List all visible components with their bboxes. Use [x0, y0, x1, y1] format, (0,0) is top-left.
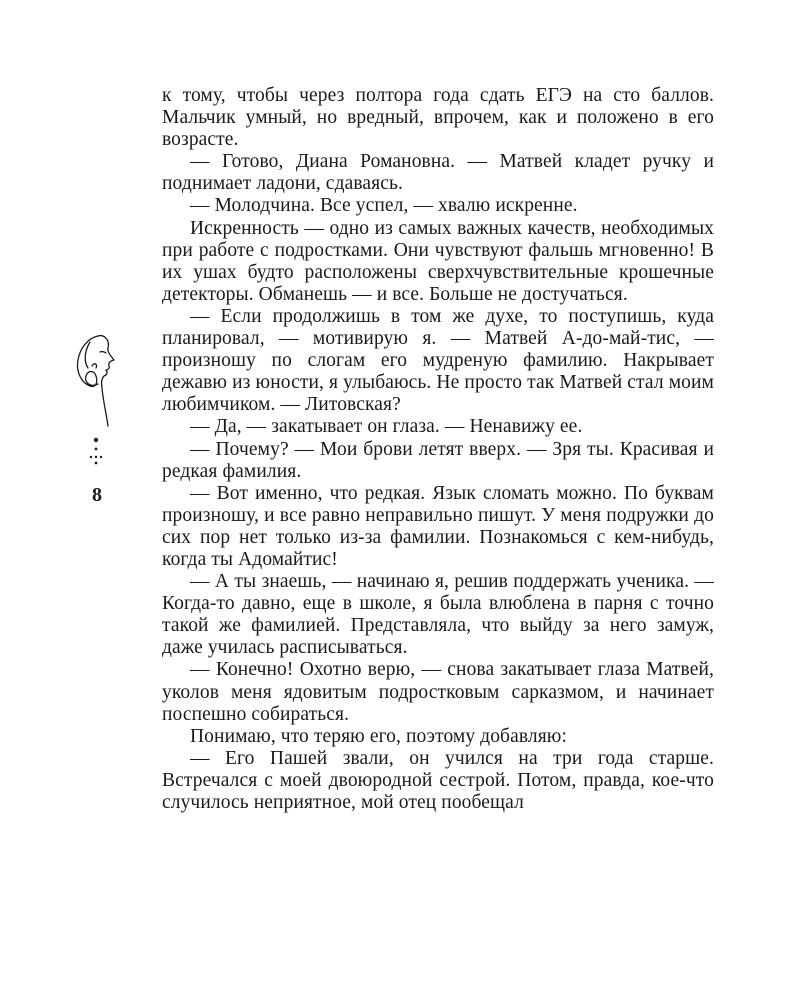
paragraph: Понимаю, что теряю его, поэтому добавляю: [190, 725, 567, 747]
paragraph: Искренность — одно из самых важных качеств, необходимых при работе с подростками. Они чувствуют фальшь мгновенно! В их ушах будто расположены сверхчувствительные крошечные детекторы. Обманешь — и все. Больше не достучаться. [162, 217, 714, 305]
dots-ornament [89, 436, 103, 466]
female-profile-line-art-icon [68, 330, 128, 430]
paragraph: — Если продолжишь в том же духе, то поступишь, куда планировал, — мотивирую я. — Матвей А-до-май-тис, — произношу по слогам его мудреную фамилию. Накрывает дежавю из юности, я улыбаюсь. Не просто так Матвей стал моим любимчиком. — Литовская? [162, 305, 714, 416]
body-text [162, 85, 714, 814]
page-number: 8 [92, 484, 102, 506]
paragraph: — Вот именно, что редкая. Язык сломать можно. По буквам произношу, и все равно неправильно пишут. У меня подружки до сих пор нет только из-за фамилии. Познакомься с кем-нибудь, когда ты Адомайтис! [162, 482, 714, 570]
paragraph: — Почему? — Мои брови летят вверх. — Зря ты. Красивая и редкая фамилия. [162, 438, 714, 482]
paragraph: — Его Пашей звали, он учился на три года старше. Встречался с моей двоюродной сестрой. Потом, правда, кое-что случилось неприятное, мой отец пообещал [162, 747, 714, 813]
paragraph: — Готово, Диана Романовна. — Матвей кладет ручку и поднимает ладони, сдаваясь. [162, 151, 714, 195]
paragraph: — Конечно! Охотно верю, — снова закатывает глаза Матвей, уколов меня ядовитым подростковым сарказмом, и начинает поспешно собираться. [162, 659, 714, 725]
paragraph: — Молодчина. Все успел, — хвалю искренне. [190, 195, 578, 217]
paragraph: к тому, чтобы через полтора года сдать ЕГЭ на сто баллов. Мальчик умный, но вредный, впрочем, как и положено в его возрасте. [162, 85, 714, 151]
paragraph: — А ты знаешь, — начинаю я, решив поддержать ученика. — Когда-то давно, еще в школе, я была влюблена в парня с точно такой же фамилией. Представляла, что выйду за него замуж, даже училась расписываться. [162, 571, 714, 659]
paragraph: — Да, — закатывает он глаза. — Ненавижу ее. [190, 416, 583, 438]
